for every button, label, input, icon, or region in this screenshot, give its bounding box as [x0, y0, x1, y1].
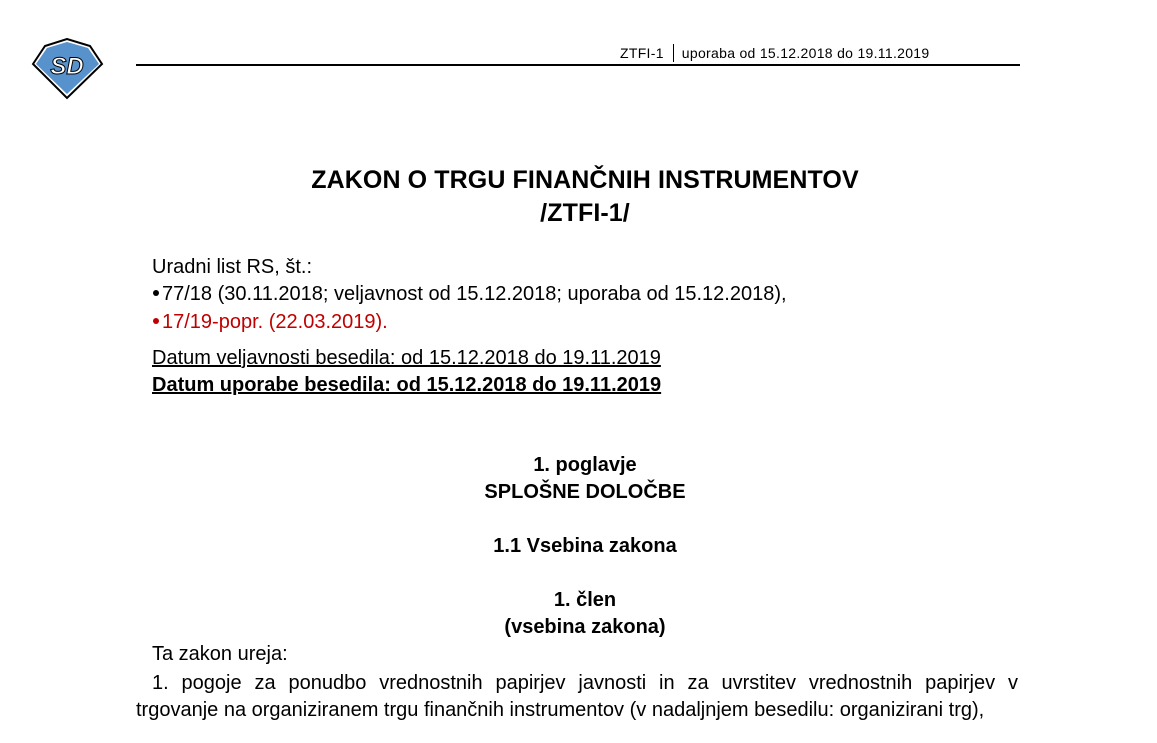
header-law-abbrev: ZTFI-1: [620, 45, 664, 61]
application-date: Datum uporabe besedila: od 15.12.2018 do 19.11.2019: [152, 374, 662, 396]
section-title: 1.1 Vsebina zakona: [493, 535, 677, 557]
gazette-label: Uradni list RS, št.:: [152, 256, 313, 278]
article-intro: Ta zakon ureja:: [152, 643, 288, 665]
gazette-entry-text: 17/19-popr. (22.03.2019).: [162, 311, 388, 333]
page-header: [620, 44, 929, 62]
chapter-number: 1. poglavje: [533, 454, 637, 476]
validity-date: Datum veljavnosti besedila: od 15.12.2018 do 19.11.2019: [152, 347, 661, 369]
document-abbrev-title: /ZTFI-1/: [540, 199, 630, 227]
bullet-icon: [153, 318, 159, 324]
article-title: (vsebina zakona): [504, 616, 666, 638]
gazette-entry-text: 77/18 (30.11.2018; veljavnost od 15.12.2018; uporaba od 15.12.2018),: [162, 283, 787, 305]
header-validity-range: uporaba od 15.12.2018 do 19.11.2019: [681, 45, 930, 61]
logo-text: SD: [50, 53, 84, 80]
header-separator: [673, 44, 674, 62]
article-paragraph: 1. pogoje za ponudbo vrednostnih papirjev javnosti in za uvrstitev vrednostnih papirjev v trgovanje na organiziranem trgu finančnih instrumentov (v nadaljnjem besedilu: organizirani trg),: [136, 672, 1018, 721]
publisher-logo-icon: [30, 38, 104, 100]
document-title: ZAKON O TRGU FINANČNIH INSTRUMENTOV: [311, 166, 859, 194]
chapter-title: SPLOŠNE DOLOČBE: [484, 481, 686, 503]
bullet-icon: [153, 290, 159, 296]
gazette-entry: [153, 283, 787, 306]
article-number: 1. člen: [553, 589, 617, 611]
gazette-entry-correction: [153, 311, 388, 334]
header-rule: [136, 64, 1020, 66]
